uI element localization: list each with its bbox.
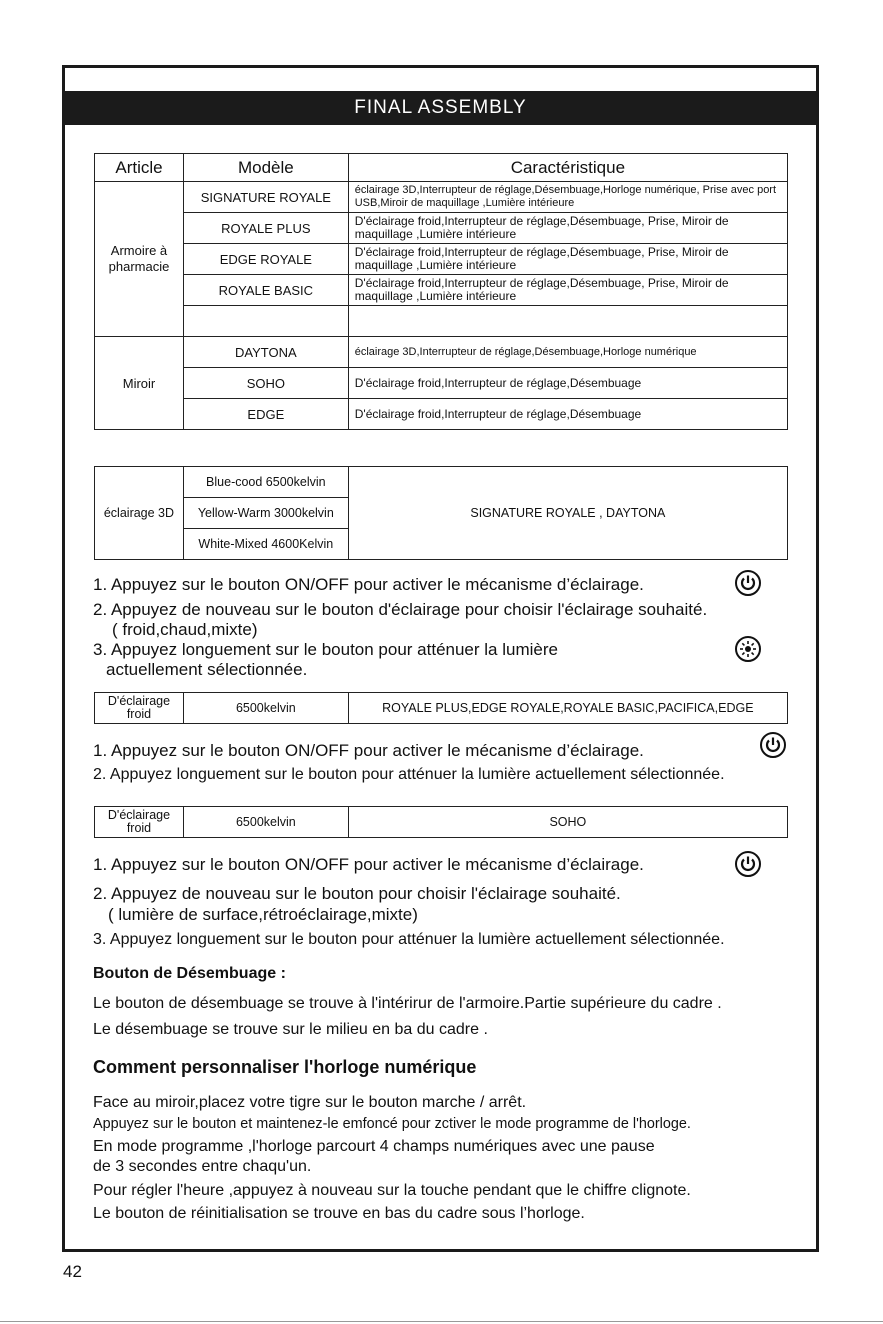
power-icon bbox=[760, 732, 786, 758]
clock-line: Le bouton de réinitialisation se trouve en bas du cadre sous l’horloge. bbox=[93, 1205, 585, 1222]
clock-line: Appuyez sur le bouton et maintenez-le emfoncé pour zctiver le mode programme de l'horloge. bbox=[93, 1116, 691, 1132]
table-row bbox=[95, 275, 788, 306]
clock-line: Pour régler l'heure ,appuyez à nouveau sur la touche pendant que le chiffre clignote. bbox=[93, 1182, 691, 1199]
table-row bbox=[95, 182, 788, 213]
temperature-cell: 6500kelvin bbox=[183, 693, 348, 724]
feature-cell: D'éclairage froid,Interrupteur de réglage,Désembuage, Prise, Miroir de maquillage ,Lumière intérieure bbox=[348, 244, 787, 275]
page-divider bbox=[0, 1321, 883, 1322]
instruction-line: 2. Appuyez de nouveau sur le bouton d'éclairage pour choisir l'éclairage souhaité. bbox=[93, 600, 708, 619]
temperature-cell: 6500kelvin bbox=[183, 807, 348, 838]
instruction-line: 2. Appuyez de nouveau sur le bouton pour choisir l'éclairage souhaité. bbox=[93, 884, 621, 903]
model-cell: ROYALE PLUS bbox=[183, 213, 348, 244]
model-cell: EDGE ROYALE bbox=[183, 244, 348, 275]
table-row bbox=[95, 693, 788, 724]
lighting-3d-table bbox=[94, 466, 788, 560]
lighting-label: éclairage 3D bbox=[95, 467, 184, 560]
feature-cell: D'éclairage froid,Interrupteur de réglage,Désembuage bbox=[348, 399, 787, 430]
lighting-label: D'éclairage froid bbox=[95, 807, 184, 838]
table-row bbox=[95, 399, 788, 430]
header-article: Article bbox=[95, 154, 184, 182]
feature-cell: D'éclairage froid,Interrupteur de réglage,Désembuage, Prise, Miroir de maquillage ,Lumière intérieure bbox=[348, 275, 787, 306]
instruction-line: actuellement sélectionnée. bbox=[106, 660, 308, 679]
feature-cell: éclairage 3D,Interrupteur de réglage,Désembuage,Horloge numérique, Prise avec port USB,Miroir de maquillage ,Lumière intérieure bbox=[348, 182, 787, 213]
cold-lighting-table bbox=[94, 692, 788, 724]
table-row bbox=[95, 807, 788, 838]
model-cell: SOHO bbox=[183, 368, 348, 399]
table-row bbox=[95, 368, 788, 399]
features-table bbox=[94, 153, 788, 430]
feature-cell: D'éclairage froid,Interrupteur de réglage,Désembuage, Prise, Miroir de maquillage ,Lumière intérieure bbox=[348, 213, 787, 244]
model-cell: DAYTONA bbox=[183, 337, 348, 368]
model-cell bbox=[183, 306, 348, 337]
model-cell: ROYALE BASIC bbox=[183, 275, 348, 306]
header-feature: Caractéristique bbox=[348, 154, 787, 182]
power-icon bbox=[735, 570, 761, 596]
models-cell: ROYALE PLUS,EDGE ROYALE,ROYALE BASIC,PACIFICA,EDGE bbox=[348, 693, 787, 724]
clock-heading: Comment personnaliser l'horloge numérique bbox=[93, 1057, 477, 1077]
feature-cell: D'éclairage froid,Interrupteur de réglage,Désembuage bbox=[348, 368, 787, 399]
model-cell: SIGNATURE ROYALE bbox=[183, 182, 348, 213]
temperature-cell: White-Mixed 4600Kelvin bbox=[183, 529, 348, 560]
instruction-line: ( lumière de surface,rétroéclairage,mixte) bbox=[108, 905, 418, 924]
article-cabinet: Armoire à pharmacie bbox=[95, 182, 184, 337]
lighting-label: D'éclairage froid bbox=[95, 693, 184, 724]
table-row bbox=[95, 306, 788, 337]
table-row bbox=[95, 213, 788, 244]
feature-cell: éclairage 3D,Interrupteur de réglage,Désembuage,Horloge numérique bbox=[348, 337, 787, 368]
instruction-line: 2. Appuyez longuement sur le bouton pour atténuer la lumière actuellement sélectionnée. bbox=[93, 766, 725, 783]
table-row bbox=[95, 467, 788, 498]
clock-line: Face au miroir,placez votre tigre sur le bouton marche / arrêt. bbox=[93, 1094, 527, 1111]
soho-lighting-table bbox=[94, 806, 788, 838]
instruction-line: 1. Appuyez sur le bouton ON/OFF pour activer le mécanisme d’éclairage. bbox=[93, 575, 644, 594]
models-cell: SOHO bbox=[348, 807, 787, 838]
temperature-cell: Blue-cood 6500kelvin bbox=[183, 467, 348, 498]
header-model: Modèle bbox=[183, 154, 348, 182]
feature-cell bbox=[348, 306, 787, 337]
models-cell: SIGNATURE ROYALE , DAYTONA bbox=[348, 467, 787, 560]
instruction-line: ( froid,chaud,mixte) bbox=[112, 620, 258, 639]
defog-line: Le bouton de désembuage se trouve à l'intérirur de l'armoire.Partie supérieure du cadre . bbox=[93, 995, 722, 1012]
page-number: 42 bbox=[63, 1262, 82, 1281]
table-row bbox=[95, 337, 788, 368]
model-cell: EDGE bbox=[183, 399, 348, 430]
instruction-line: 3. Appuyez longuement sur le bouton pour atténuer la lumière actuellement sélectionnée. bbox=[93, 931, 725, 948]
instruction-line: 3. Appuyez longuement sur le bouton pour atténuer la lumière bbox=[93, 640, 558, 659]
table-header-row bbox=[95, 154, 788, 182]
table-row bbox=[95, 244, 788, 275]
clock-line: En mode programme ,l'horloge parcourt 4 champs numériques avec une pause bbox=[93, 1138, 655, 1155]
article-mirror: Miroir bbox=[95, 337, 184, 430]
defog-line: Le désembuage se trouve sur le milieu en ba du cadre . bbox=[93, 1021, 488, 1038]
defog-heading: Bouton de Désembuage : bbox=[93, 965, 286, 982]
instruction-line: 1. Appuyez sur le bouton ON/OFF pour activer le mécanisme d’éclairage. bbox=[93, 741, 644, 760]
instruction-line: 1. Appuyez sur le bouton ON/OFF pour activer le mécanisme d’éclairage. bbox=[93, 855, 644, 874]
power-icon bbox=[735, 851, 761, 877]
section-banner: FINAL ASSEMBLY bbox=[65, 91, 816, 125]
temperature-cell: Yellow-Warm 3000kelvin bbox=[183, 498, 348, 529]
dimmer-icon bbox=[735, 636, 761, 662]
clock-line: de 3 secondes entre chaqu'un. bbox=[93, 1158, 312, 1175]
